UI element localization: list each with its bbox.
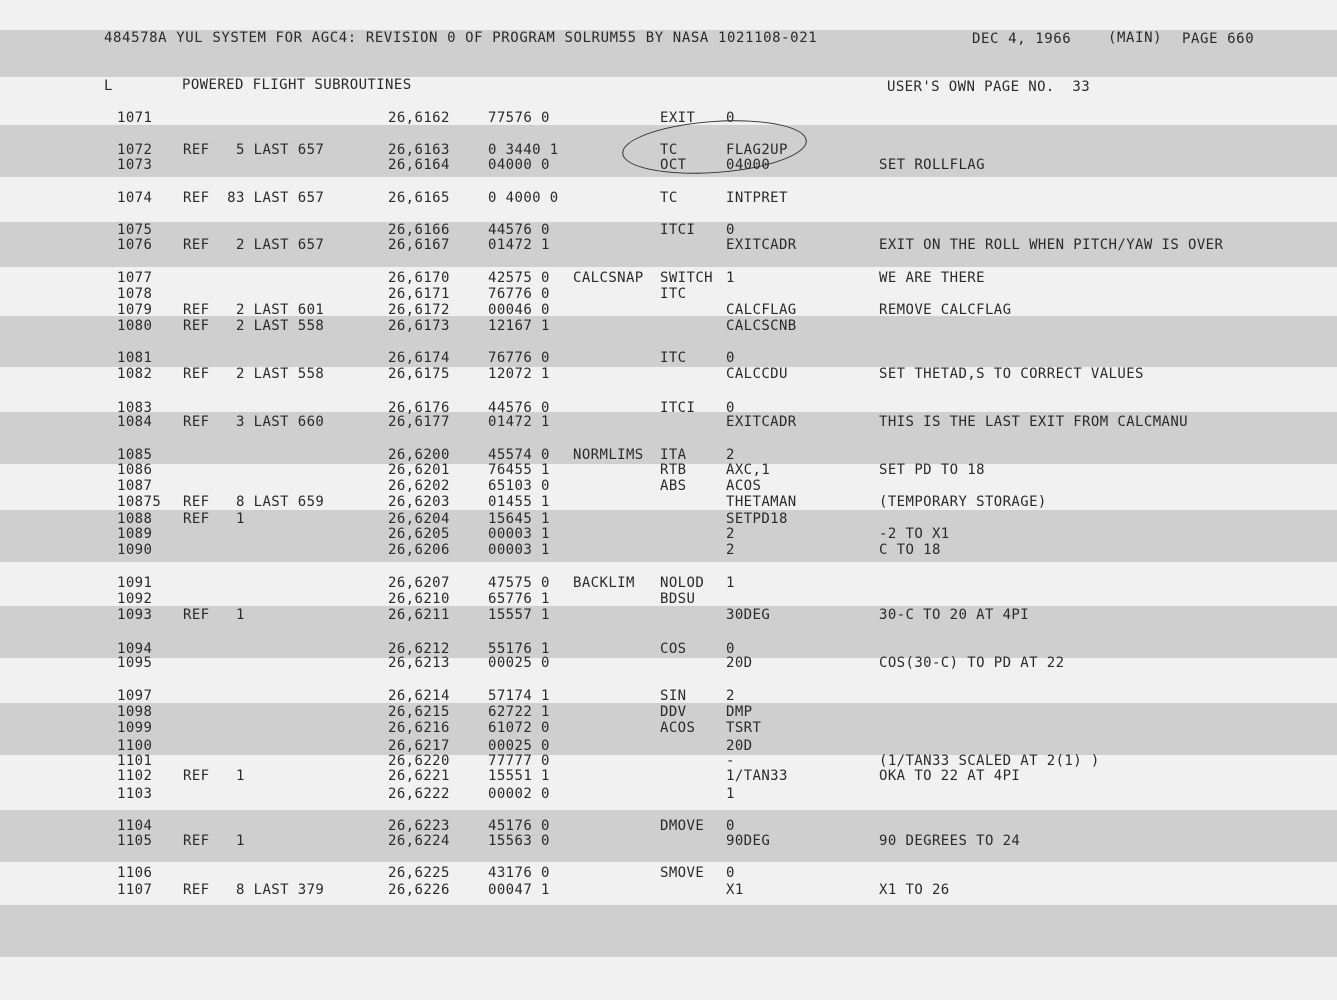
octal-code: 00002 0 bbox=[488, 786, 550, 802]
octal-code: 61072 0 bbox=[488, 720, 550, 736]
operand: EXITCADR bbox=[726, 414, 797, 430]
line-number: 1083 bbox=[117, 400, 153, 416]
operand: 0 bbox=[726, 818, 735, 834]
octal-code: 00025 0 bbox=[488, 655, 550, 671]
comment: (TEMPORARY STORAGE) bbox=[879, 494, 1047, 510]
operand: 04000 bbox=[726, 157, 771, 173]
opcode: TC bbox=[660, 190, 678, 206]
address: 26,6212 bbox=[388, 641, 450, 657]
operand: SETPD18 bbox=[726, 511, 788, 527]
line-number: 1093 bbox=[117, 607, 153, 623]
operand: INTPRET bbox=[726, 190, 788, 206]
comment: SET PD TO 18 bbox=[879, 462, 985, 478]
octal-code: 00025 0 bbox=[488, 738, 550, 754]
address: 26,6163 bbox=[388, 142, 450, 158]
ref-field: REF 83 LAST 657 bbox=[183, 190, 325, 206]
address: 26,6215 bbox=[388, 704, 450, 720]
comment: 30-C TO 20 AT 4PI bbox=[879, 607, 1030, 623]
octal-code: 00047 1 bbox=[488, 882, 550, 898]
line-number: 1084 bbox=[117, 414, 153, 430]
octal-code: 57174 1 bbox=[488, 688, 550, 704]
octal-code: 55176 1 bbox=[488, 641, 550, 657]
address: 26,6222 bbox=[388, 786, 450, 802]
address: 26,6164 bbox=[388, 157, 450, 173]
opcode: TC bbox=[660, 142, 678, 158]
address: 26,6220 bbox=[388, 753, 450, 769]
opcode: ITCI bbox=[660, 400, 696, 416]
opcode: ITC bbox=[660, 350, 687, 366]
line-number: 1101 bbox=[117, 753, 153, 769]
operand: 0 bbox=[726, 110, 735, 126]
ref-field: REF 8 LAST 659 bbox=[183, 494, 325, 510]
operand: 0 bbox=[726, 350, 735, 366]
opcode: SIN bbox=[660, 688, 687, 704]
ref-field: REF 2 LAST 558 bbox=[183, 318, 325, 334]
address: 26,6224 bbox=[388, 833, 450, 849]
octal-code: 77777 0 bbox=[488, 753, 550, 769]
opcode: ITCI bbox=[660, 222, 696, 238]
opcode: ITA bbox=[660, 447, 687, 463]
line-number: 1082 bbox=[117, 366, 153, 382]
comment: REMOVE CALCFLAG bbox=[879, 302, 1012, 318]
listing-marker: L bbox=[104, 78, 113, 94]
address: 26,6177 bbox=[388, 414, 450, 430]
opcode: ACOS bbox=[660, 720, 696, 736]
opcode: RTB bbox=[660, 462, 687, 478]
octal-code: 0 3440 1 bbox=[488, 142, 559, 158]
operand: 2 bbox=[726, 542, 735, 558]
ref-field: REF 8 LAST 379 bbox=[183, 882, 325, 898]
address: 26,6166 bbox=[388, 222, 450, 238]
line-number: 1103 bbox=[117, 786, 153, 802]
ref-field: REF 1 bbox=[183, 607, 245, 623]
operand: CALCFLAG bbox=[726, 302, 797, 318]
line-number: 1071 bbox=[117, 110, 153, 126]
header-date: DEC 4, 1966 bbox=[972, 31, 1072, 47]
ref-field: REF 1 bbox=[183, 833, 245, 849]
octal-code: 15645 1 bbox=[488, 511, 550, 527]
comment: (1/TAN33 SCALED AT 2(1) ) bbox=[879, 753, 1100, 769]
octal-code: 00046 0 bbox=[488, 302, 550, 318]
line-number: 1086 bbox=[117, 462, 153, 478]
octal-code: 01455 1 bbox=[488, 494, 550, 510]
comment: SET THETAD,S TO CORRECT VALUES bbox=[879, 366, 1144, 382]
section-title: POWERED FLIGHT SUBROUTINES bbox=[182, 77, 412, 93]
opcode: SWITCH bbox=[660, 270, 713, 286]
comment: SET ROLLFLAG bbox=[879, 157, 985, 173]
address: 26,6200 bbox=[388, 447, 450, 463]
user-page-number: USER'S OWN PAGE NO. 33 bbox=[887, 79, 1091, 95]
octal-code: 44576 0 bbox=[488, 400, 550, 416]
opcode: ITC bbox=[660, 286, 687, 302]
line-number: 1107 bbox=[117, 882, 153, 898]
operand: 1 bbox=[726, 786, 735, 802]
address: 26,6174 bbox=[388, 350, 450, 366]
line-number: 1073 bbox=[117, 157, 153, 173]
address: 26,6211 bbox=[388, 607, 450, 623]
address: 26,6207 bbox=[388, 575, 450, 591]
address: 26,6165 bbox=[388, 190, 450, 206]
opcode: DDV bbox=[660, 704, 687, 720]
operand: AXC,1 bbox=[726, 462, 771, 478]
comment: -2 TO X1 bbox=[879, 526, 950, 542]
address: 26,6175 bbox=[388, 366, 450, 382]
address: 26,6202 bbox=[388, 478, 450, 494]
operand: DMP bbox=[726, 704, 753, 720]
line-number: 1089 bbox=[117, 526, 153, 542]
line-number: 1075 bbox=[117, 222, 153, 238]
operand: 2 bbox=[726, 526, 735, 542]
comment: C TO 18 bbox=[879, 542, 941, 558]
octal-code: 15557 1 bbox=[488, 607, 550, 623]
opcode: COS bbox=[660, 641, 687, 657]
line-number: 1099 bbox=[117, 720, 153, 736]
address: 26,6170 bbox=[388, 270, 450, 286]
operand: THETAMAN bbox=[726, 494, 797, 510]
line-number: 1106 bbox=[117, 865, 153, 881]
operand: 20D bbox=[726, 738, 753, 754]
address: 26,6205 bbox=[388, 526, 450, 542]
octal-code: 76776 0 bbox=[488, 286, 550, 302]
opcode: OCT bbox=[660, 157, 687, 173]
octal-code: 00003 1 bbox=[488, 542, 550, 558]
address: 26,6221 bbox=[388, 768, 450, 784]
line-number: 1072 bbox=[117, 142, 153, 158]
address: 26,6213 bbox=[388, 655, 450, 671]
address: 26,6172 bbox=[388, 302, 450, 318]
operand: 0 bbox=[726, 641, 735, 657]
address: 26,6167 bbox=[388, 237, 450, 253]
octal-code: 12167 1 bbox=[488, 318, 550, 334]
line-number: 1102 bbox=[117, 768, 153, 784]
octal-code: 15563 0 bbox=[488, 833, 550, 849]
octal-code: 43176 0 bbox=[488, 865, 550, 881]
octal-code: 77576 0 bbox=[488, 110, 550, 126]
comment: X1 TO 26 bbox=[879, 882, 950, 898]
line-number: 1098 bbox=[117, 704, 153, 720]
line-number: 1104 bbox=[117, 818, 153, 834]
operand: 20D bbox=[726, 655, 753, 671]
octal-code: 76455 1 bbox=[488, 462, 550, 478]
address: 26,6217 bbox=[388, 738, 450, 754]
address: 26,6162 bbox=[388, 110, 450, 126]
operand: CALCSCNB bbox=[726, 318, 797, 334]
opcode: NOLOD bbox=[660, 575, 705, 591]
operand: 1 bbox=[726, 575, 735, 591]
line-number: 1097 bbox=[117, 688, 153, 704]
octal-code: 12072 1 bbox=[488, 366, 550, 382]
line-number: 1100 bbox=[117, 738, 153, 754]
ref-field: REF 1 bbox=[183, 768, 245, 784]
octal-code: 76776 0 bbox=[488, 350, 550, 366]
ref-field: REF 2 LAST 558 bbox=[183, 366, 325, 382]
line-number: 1076 bbox=[117, 237, 153, 253]
octal-code: 0 4000 0 bbox=[488, 190, 559, 206]
operand: 0 bbox=[726, 222, 735, 238]
line-number: 1088 bbox=[117, 511, 153, 527]
octal-code: 01472 1 bbox=[488, 414, 550, 430]
address: 26,6204 bbox=[388, 511, 450, 527]
operand: 90DEG bbox=[726, 833, 771, 849]
address: 26,6201 bbox=[388, 462, 450, 478]
address: 26,6176 bbox=[388, 400, 450, 416]
operand: 1 bbox=[726, 270, 735, 286]
symbol-label: NORMLIMS bbox=[573, 447, 644, 463]
comment: THIS IS THE LAST EXIT FROM CALCMANU bbox=[879, 414, 1189, 430]
line-number: 1074 bbox=[117, 190, 153, 206]
line-number: 1077 bbox=[117, 270, 153, 286]
operand: TSRT bbox=[726, 720, 762, 736]
operand: 0 bbox=[726, 865, 735, 881]
operand: 2 bbox=[726, 688, 735, 704]
operand: - bbox=[726, 753, 735, 769]
octal-code: 62722 1 bbox=[488, 704, 550, 720]
octal-code: 47575 0 bbox=[488, 575, 550, 591]
header-section: (MAIN) bbox=[1108, 30, 1163, 46]
comment: COS(30-C) TO PD AT 22 bbox=[879, 655, 1065, 671]
opcode: BDSU bbox=[660, 591, 696, 607]
operand: 0 bbox=[726, 400, 735, 416]
address: 26,6173 bbox=[388, 318, 450, 334]
octal-code: 01472 1 bbox=[488, 237, 550, 253]
line-number: 10875 bbox=[117, 494, 162, 510]
address: 26,6214 bbox=[388, 688, 450, 704]
octal-code: 42575 0 bbox=[488, 270, 550, 286]
operand: 2 bbox=[726, 447, 735, 463]
operand: X1 bbox=[726, 882, 744, 898]
comment: EXIT ON THE ROLL WHEN PITCH/YAW IS OVER bbox=[879, 237, 1224, 253]
symbol-label: BACKLIM bbox=[573, 575, 635, 591]
ref-field: REF 2 LAST 657 bbox=[183, 237, 325, 253]
header-page: PAGE 660 bbox=[1182, 31, 1255, 47]
operand: EXITCADR bbox=[726, 237, 797, 253]
comment: 90 DEGREES TO 24 bbox=[879, 833, 1021, 849]
opcode: DMOVE bbox=[660, 818, 705, 834]
comment: WE ARE THERE bbox=[879, 270, 985, 286]
octal-code: 00003 1 bbox=[488, 526, 550, 542]
address: 26,6223 bbox=[388, 818, 450, 834]
line-number: 1105 bbox=[117, 833, 153, 849]
address: 26,6206 bbox=[388, 542, 450, 558]
line-number: 1095 bbox=[117, 655, 153, 671]
octal-code: 45176 0 bbox=[488, 818, 550, 834]
operand: FLAG2UP bbox=[726, 142, 788, 158]
octal-code: 15551 1 bbox=[488, 768, 550, 784]
line-number: 1090 bbox=[117, 542, 153, 558]
line-number: 1087 bbox=[117, 478, 153, 494]
octal-code: 04000 0 bbox=[488, 157, 550, 173]
address: 26,6210 bbox=[388, 591, 450, 607]
opcode: SMOVE bbox=[660, 865, 705, 881]
operand: CALCCDU bbox=[726, 366, 788, 382]
ref-field: REF 2 LAST 601 bbox=[183, 302, 325, 318]
octal-code: 65103 0 bbox=[488, 478, 550, 494]
line-number: 1079 bbox=[117, 302, 153, 318]
line-number: 1078 bbox=[117, 286, 153, 302]
ref-field: REF 5 LAST 657 bbox=[183, 142, 325, 158]
line-number: 1080 bbox=[117, 318, 153, 334]
opcode: EXIT bbox=[660, 110, 696, 126]
address: 26,6171 bbox=[388, 286, 450, 302]
line-number: 1092 bbox=[117, 591, 153, 607]
octal-code: 65776 1 bbox=[488, 591, 550, 607]
line-number: 1091 bbox=[117, 575, 153, 591]
operand: 1/TAN33 bbox=[726, 768, 788, 784]
line-number: 1085 bbox=[117, 447, 153, 463]
line-number: 1081 bbox=[117, 350, 153, 366]
line-number: 1094 bbox=[117, 641, 153, 657]
address: 26,6216 bbox=[388, 720, 450, 736]
listing-header: 484578A YUL SYSTEM FOR AGC4: REVISION 0 OF PROGRAM SOLRUM55 BY NASA 1021108-021 bbox=[104, 30, 818, 46]
ref-field: REF 1 bbox=[183, 511, 245, 527]
ref-field: REF 3 LAST 660 bbox=[183, 414, 325, 430]
comment: OKA TO 22 AT 4PI bbox=[879, 768, 1021, 784]
symbol-label: CALCSNAP bbox=[573, 270, 644, 286]
octal-code: 44576 0 bbox=[488, 222, 550, 238]
address: 26,6203 bbox=[388, 494, 450, 510]
address: 26,6226 bbox=[388, 882, 450, 898]
operand: ACOS bbox=[726, 478, 762, 494]
address: 26,6225 bbox=[388, 865, 450, 881]
octal-code: 45574 0 bbox=[488, 447, 550, 463]
operand: 30DEG bbox=[726, 607, 771, 623]
opcode: ABS bbox=[660, 478, 687, 494]
